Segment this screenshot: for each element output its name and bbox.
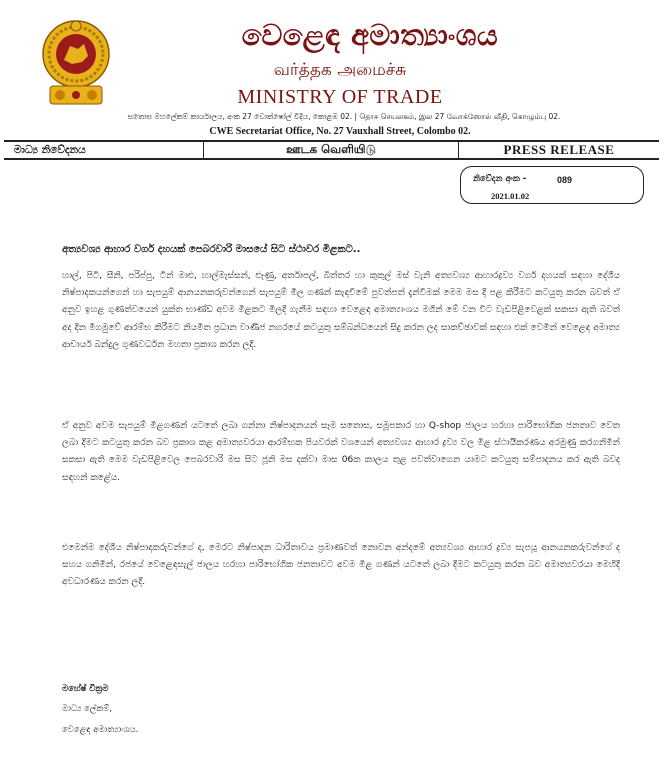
press-release-sinhala: මාධ්‍ය නිවේදනය <box>4 142 204 158</box>
paragraph-1: හාල්, පිටි, සීනි, පරිප්පු, ටින් මාළු, හාල්මැස්සන්, ළූණු, අර්තාපල්, බිත්තර හා කුකුල් මස් වැනි අත්‍යවශ්‍ය ආහාරද්‍රව්‍ය වර්ග දහයක් සඳහා දේශීය නිෂ්පාදකයන්ගෙන් හා සැපයුම් ආනයනකරුවන්ගෙන් සැපයුම් මිල ගණන් කැඳවීමේ පුවත්පත් දැන්වීමක් මෙම මස දී පළ කිරීමට කටයුතු කරන බවත් ඒ අනුව ඉහළ ගුණත්වයෙන් යුක්ත භාණ්ඩ අවම මිළකට මිලදී ගැනීම සඳහා වෙළෙඳ අමාත්‍යාංශය මගින් මේ වන විට වැඩපිළිවෙළක් සකසා ඇති බවත් අද දින මීගමුවේ ආරම්භ කිරීමට නියමිත ප්‍රධාන වාණිජ නගරයේ කටයුතු සම්බන්ධයෙන් සිදු කරන ලද සාකච්ඡාවක් සඳහා එක් වෙමින් වෙළෙඳ අමාත්‍ය ආචාර්ය බන්දුල ගුණවර්ධන මහතා ප්‍රකාශ කරන ලදී. <box>62 271 620 350</box>
press-release-english: PRESS RELEASE <box>503 142 615 157</box>
paragraph-3: එමෙන්ම දේශීය නිෂ්පාදකරුවන්ගේ ද, මෙරට නිෂ්පාදන ධාරිතාවය ප්‍රමාණවත් නොවන අන්දමේ අත්‍යවශ්‍ය ආහාර ද්‍රව්‍ය සැපයූ ආනයනකරුවන්ගේ ද සහය ගනිමින්, රජයේ වෙළෙඳසැල් ජාලය හරහා පාරිභෝගික ජනතාවට අවම මිළ ගණන් යටතේ ලබා දීමට කටයුතු කරන බව අමාත්‍යවරයා මෙහිදී අවධාරණය කරන ලදී. <box>62 543 620 588</box>
press-release-tamil: ஊடக வெளியிடு <box>204 142 459 158</box>
press-release-bar <box>4 140 659 160</box>
reference-number: 089 <box>557 175 573 185</box>
paragraph-2: ඒ අනුව අවම සැපයුම් මිළගණන් යටතේ ලබා ගන්නා නිෂ්පාදනයන් සෑම සතොස, සමූපකාර හා Q-shop ජාලය හරහා පාරිභෝගික ජනතාව වෙත ලබා දීමට කටයුතු කරන බව ප්‍රකාශ කළ අමාත්‍යවරයා ආරම්භක පියවරක් වශයෙන් අත්‍යවශ්‍ය ආහාර ද්‍රව්‍ය වල මිළ ස්ථායීකරණය අරමුණු කරගනිමින් සකසා ඇති මෙම වැඩපිළිවෙල පෙබරවාරි මස සිට ජූනි මස දක්වා මාස 06ක කාලය තුළ පවත්වාගෙන යාමට කටයුතු සම්පාදනය කර ඇති බවද සඳහන් කළේය. <box>62 421 620 483</box>
reference-box <box>460 166 644 204</box>
address-english: CWE Secretariat Office, No. 27 Vauxhall Street, Colombo 02. <box>209 126 471 137</box>
ministry-title-tamil: வர்த்தக அமைச்சு <box>273 60 407 80</box>
address-local: සතොස මහලේකම් කාර්යාලය, අංක 27 වොක්ෂෝල් වීදිය, කොළඹ 02. | தொச செயலகம், இல 27 வோக்ஸோல் வீதி, கொழும்பு 02. <box>127 112 561 121</box>
headline: අත්‍යවශ්‍ය ආහාර වර්ග දහයක් පෙබරවාරි මාසයේ සිට ස්ථාවර මිළකට.. <box>62 244 361 255</box>
signatory-role: මාධ්‍ය ලේකම්, <box>62 704 113 714</box>
ministry-title-sinhala: වෙළෙඳ අමාත්‍යාංශය <box>241 18 499 52</box>
reference-date: 2021.01.02 <box>491 191 530 201</box>
sri-lanka-emblem-icon <box>40 16 112 112</box>
ministry-title-english: MINISTRY OF TRADE <box>237 86 443 108</box>
signatory-org: වෙළෙඳ අමාත්‍යාංශය. <box>62 725 139 735</box>
reference-label: නිවේදන අංක - <box>473 174 527 184</box>
signatory-name: මහේෂ් වික්‍රම <box>62 684 109 694</box>
